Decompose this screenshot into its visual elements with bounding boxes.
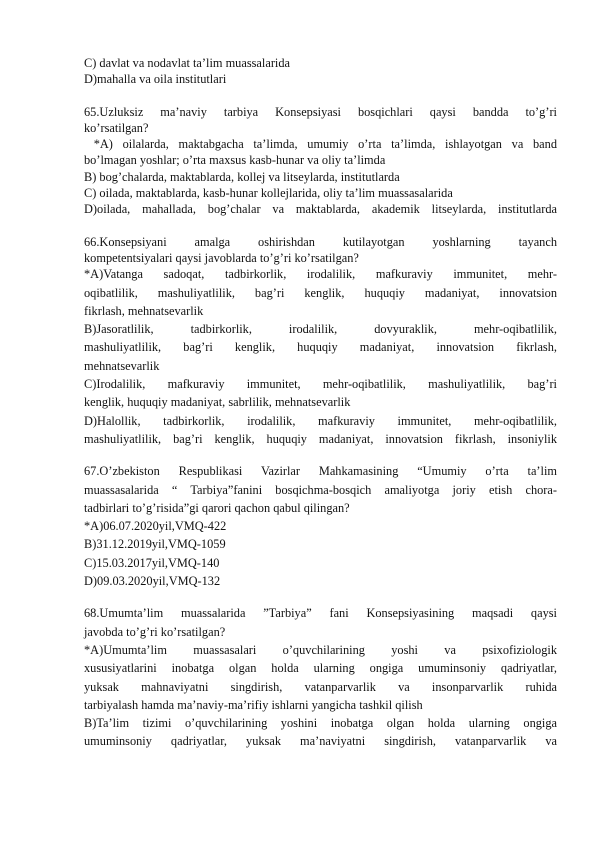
question-68-text-cont: javobda to’g’ri ko’rsatilgan? xyxy=(84,624,226,639)
answer-option-d: D)Halollik, tadbirkorlik, irodalilik, mafkuraviy immunitet, mehr-oqibatlilik, xyxy=(84,413,557,428)
answer-option-c: C) oilada, maktablarda, kasb-hunar kollejlarida, oliy ta’lim muassasalarida xyxy=(84,186,453,201)
answer-option-b-cont: mashuliyatlilik, bag’ri kenglik, huquqiy madaniyat, innovatsion fikrlash, xyxy=(84,340,557,355)
answer-option-b-cont: mehnatsevarlik xyxy=(84,358,160,373)
answer-option-a: *A)Vatanga sadoqat, tadbirkorlik, irodalilik, mafkuraviy immunitet, mehr- xyxy=(84,267,557,282)
answer-option-a-cont: oqibatlilik, mashuliyatlilik, bag’ri kenglik, huquqiy madaniyat, innovatsion xyxy=(84,285,557,300)
question-68-text: 68.Umumta’lim muassalarida ”Tarbiya” fani Konsepsiyasining maqsadi qaysi xyxy=(84,606,557,621)
answer-option-b: B)Jasoratlilik, tadbirkorlik, irodalilik, dovyuraklik, mehr-oqibatlilik, xyxy=(84,322,557,337)
paragraph-gap xyxy=(84,447,557,463)
answer-option-d: D)09.03.2020yil,VMQ-132 xyxy=(84,574,221,589)
answer-option-c: C)15.03.2017yil,VMQ-140 xyxy=(84,555,220,570)
answer-option-a-cont: xususiyatlarini inobatga olgan holda ularning ongiga umuminsoniy qadriyatlar, xyxy=(84,661,557,676)
answer-option-d: D)mahalla va oila institutlari xyxy=(84,72,227,87)
question-67-text-cont: muassasalarida “ Tarbiya”fanini bosqichma-bosqich amaliyotga joriy etish chora- xyxy=(84,482,557,497)
answer-option-b: B)Ta’lim tizimi o’quvchilarining yoshini inobatga olgan holda ularning ongiga xyxy=(84,716,557,731)
question-66-text: 66.Konsepsiyani amalga oshirishdan kutilayotgan yoshlarning tayanch xyxy=(84,234,557,249)
answer-option-b-cont: umuminsoniy qadriyatlar, yuksak ma’naviyatni singdirish, vatanparvarlik va xyxy=(84,734,557,749)
question-67-text-cont: tadbirlari to’g’risida”gi qarori qachon qabul qilingan? xyxy=(84,500,350,515)
paragraph-gap xyxy=(84,589,557,605)
answer-option-a-cont: yuksak mahnaviyatni singdirish, vatanparvarlik va insonparvarlik ruhida xyxy=(84,679,557,694)
answer-option-b: B)31.12.2019yil,VMQ-1059 xyxy=(84,537,226,552)
answer-option-b: B) bog’chalarda, maktablarda, kollej va litseylarda, institutlarda xyxy=(84,169,400,184)
answer-option-c: C)Irodalilik, mafkuraviy immunitet, mehr-oqibatlilik, mashuliyatlilik, bag’ri xyxy=(84,377,557,392)
answer-option-a-cont: fikrlash, mehnatsevarlik xyxy=(84,303,204,318)
answer-option-a: *A)06.07.2020yil,VMQ-422 xyxy=(84,519,227,534)
answer-option-d: D)oilada, mahallada, bog’chalar va maktablarda, akademik litseylarda, institutlarda xyxy=(84,202,557,217)
answer-option-a-cont: tarbiyalash hamda ma’naviy-ma’rifiy ishlarni yangicha tashkil qilish xyxy=(84,697,423,712)
answer-option-a: *A) oilalarda, maktabgacha ta’limda, umumiy o’rta ta’limda, ishlayotgan va band xyxy=(84,137,557,152)
answer-option-c-cont: kenglik, huquqiy madaniyat, sabrlilik, mehnatsevarlik xyxy=(84,395,351,410)
answer-option-d-cont: mashuliyatlilik, bag’ri kenglik, huquqiy madaniyat, innovatsion fikrlash, insoniylik xyxy=(84,431,557,446)
paragraph-gap xyxy=(84,88,557,104)
question-67-text: 67.O’zbekiston Respublikasi Vazirlar Mahkamasining “Umumiy o’rta ta’lim xyxy=(84,464,557,479)
paragraph-gap xyxy=(84,218,557,234)
question-66-text-cont: kompetentsiyalari qaysi javoblarda to’g’ri ko’rsatilgan? xyxy=(84,250,359,265)
question-65-text: 65.Uzluksiz ma’naviy tarbiya Konsepsiyasi bosqichlari qaysi bandda to’g’ri xyxy=(84,104,557,119)
answer-option-a-cont: bo’lmagan yoshlar; o’rta maxsus kasb-hunar va oliy ta’limda xyxy=(84,153,386,168)
answer-option-c: C) davlat va nodavlat ta’lim muassalarida xyxy=(84,56,291,70)
question-65-text-cont: ko’rsatilgan? xyxy=(84,120,149,135)
document-page xyxy=(84,55,557,750)
answer-option-a: *A)Umumta’lim muassasalari o’quvchilarining yoshi va psixofiziologik xyxy=(84,642,557,657)
